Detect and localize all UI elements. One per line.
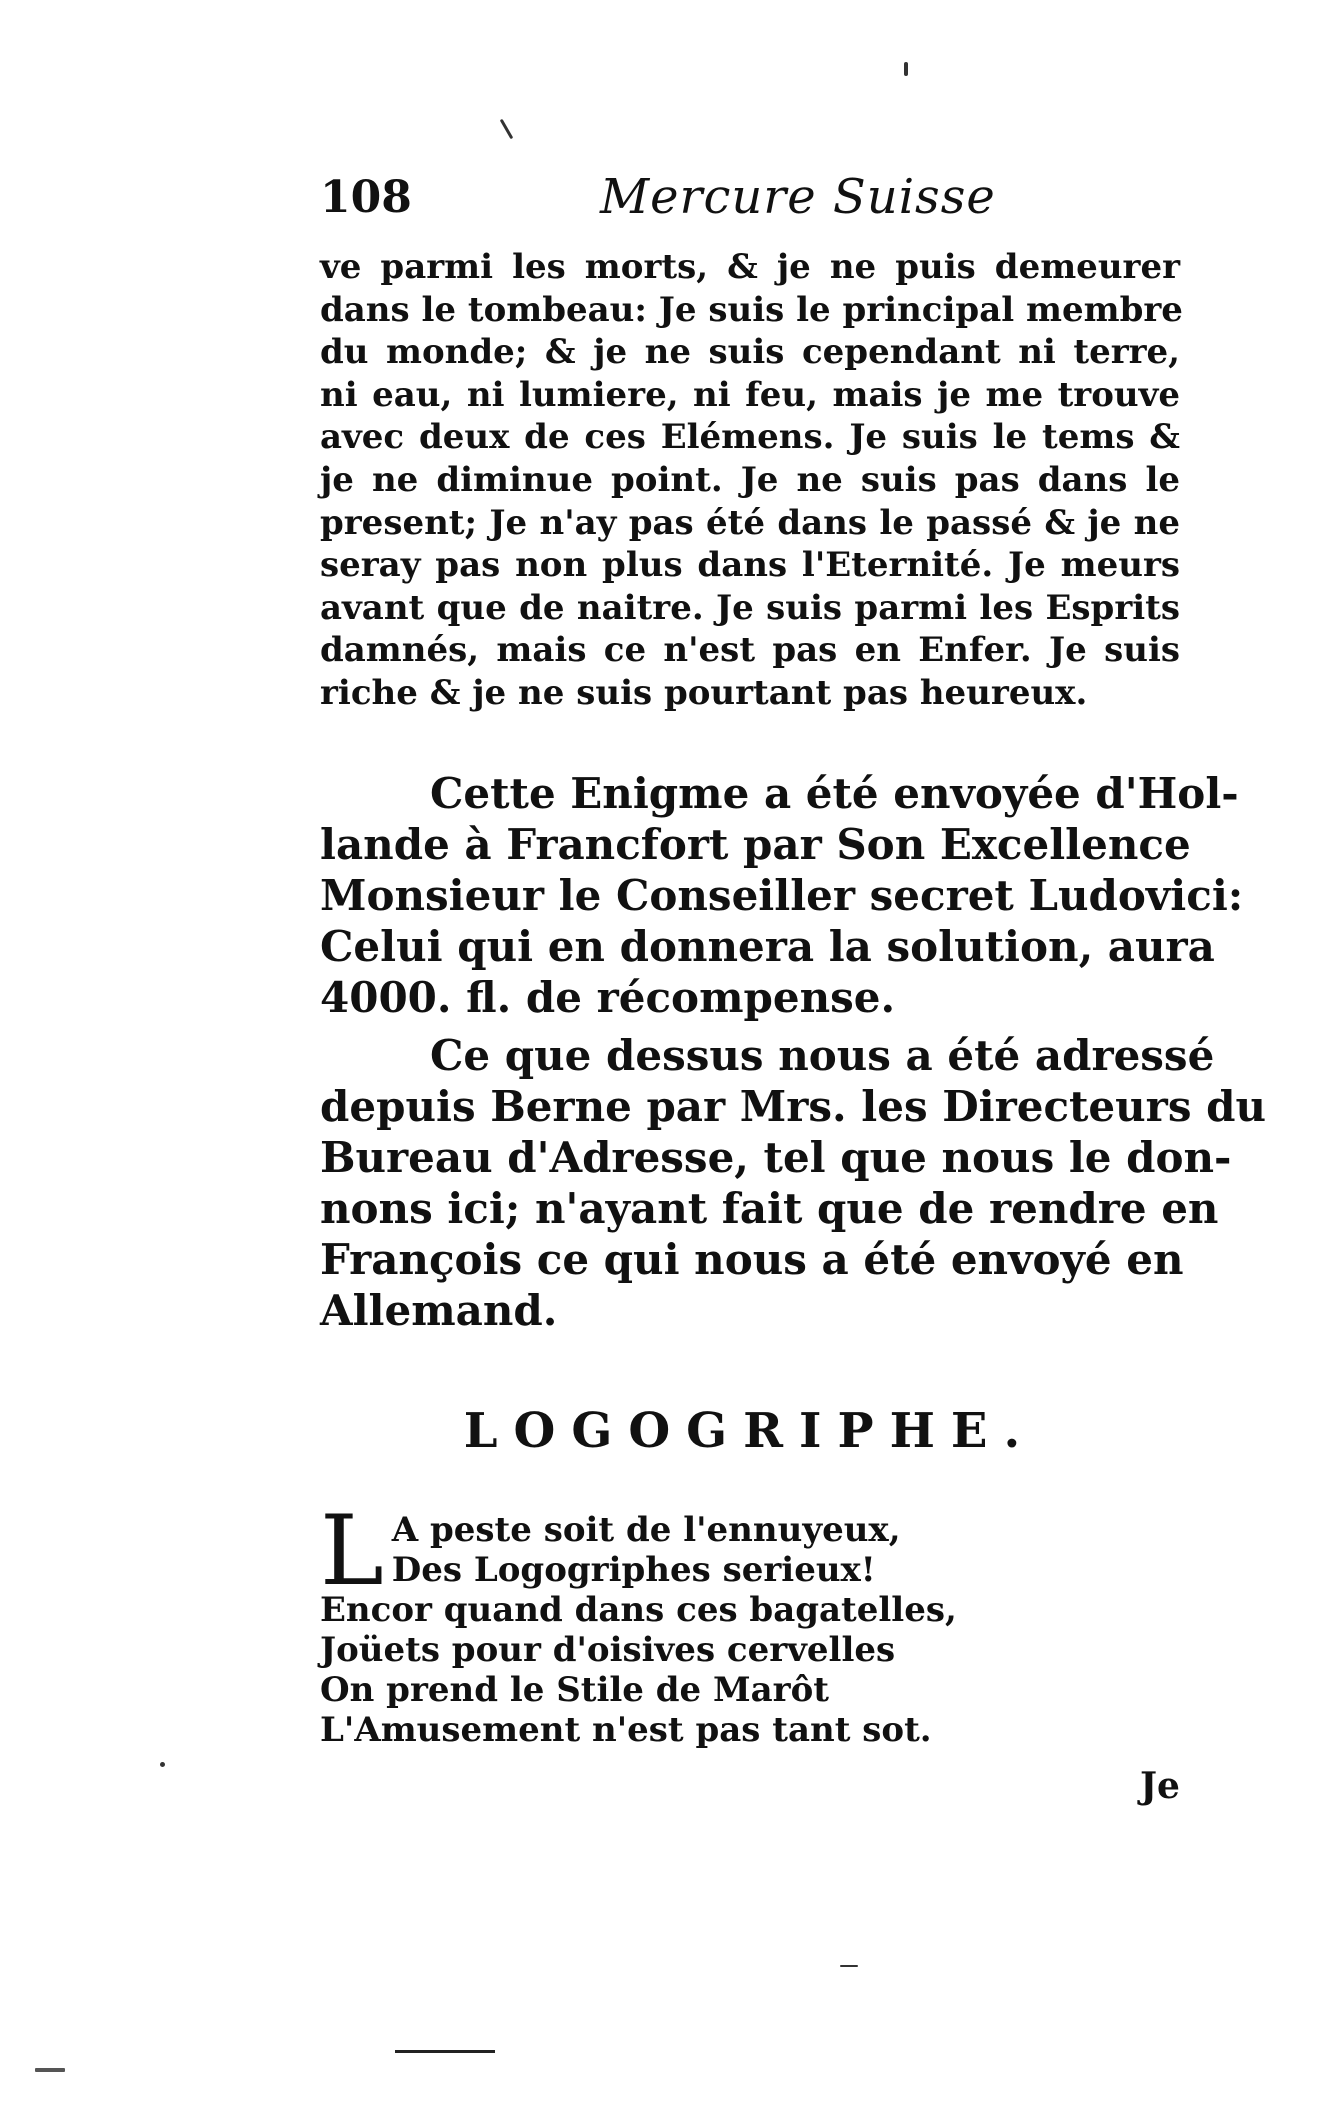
- paragraph-enigme: [320, 768, 1244, 1023]
- paragraph-line: depuis Berne par Mrs. les Directeurs du: [320, 1082, 1266, 1131]
- print-speck: [35, 2068, 65, 2072]
- paragraph-line: nons ici; n'ayant fait que de rendre en: [320, 1184, 1219, 1233]
- section-heading: LOGOGRIPHE.: [463, 1403, 1037, 1459]
- riddle-line: riche & je ne suis pourtant pas heureux.: [320, 672, 1088, 713]
- poem: [320, 1495, 1020, 1750]
- print-speck: [500, 119, 514, 140]
- riddle-text: [320, 246, 1183, 715]
- paragraph-line: Allemand.: [320, 1286, 558, 1335]
- running-head: Mercure Suisse: [600, 169, 996, 225]
- poem-line: On prend le Stile de Marôt: [320, 1670, 829, 1710]
- riddle-line: ni eau, ni lumiere, ni feu, mais je me trouve: [320, 374, 1180, 415]
- page-number: 108: [320, 172, 412, 223]
- riddle-line: damnés, mais ce n'est pas en Enfer. Je suis: [320, 630, 1180, 671]
- paragraph-berne: [320, 1030, 1266, 1336]
- paragraph-line: Celui qui en donnera la solution, aura: [320, 922, 1215, 971]
- paragraph-line: Cette Enigme a été envoyée d'Hol-: [430, 769, 1239, 818]
- print-speck: [160, 1762, 165, 1767]
- print-speck: [904, 62, 908, 76]
- riddle-line: du monde; & je ne suis cependant ni terre,: [320, 332, 1180, 373]
- riddle-line: present; Je n'ay pas été dans le passé & je ne: [320, 502, 1180, 543]
- poem-line: Joüets pour d'oisives cervelles: [320, 1630, 896, 1670]
- catchword: Je: [1140, 1765, 1180, 1807]
- riddle-line: avant que de naitre. Je suis parmi les Esprits: [320, 587, 1180, 628]
- poem-line: L'Amusement n'est pas tant sot.: [320, 1710, 932, 1750]
- drop-cap: L: [320, 1495, 384, 1607]
- paragraph-line: Ce que dessus nous a été adressé: [430, 1031, 1215, 1080]
- paragraph-line: Bureau d'Adresse, tel que nous le don-: [320, 1133, 1232, 1182]
- paragraph-line: François ce qui nous a été envoyé en: [320, 1235, 1184, 1284]
- riddle-line: seray pas non plus dans l'Eternité. Je meurs: [320, 545, 1180, 586]
- paragraph-line: Monsieur le Conseiller secret Ludovici:: [320, 871, 1244, 920]
- poem-line: Encor quand dans ces bagatelles,: [320, 1590, 957, 1630]
- page-header: [320, 169, 1190, 232]
- paragraph-line: lande à Francfort par Son Excellence: [320, 820, 1191, 869]
- paragraph-line: 4000. fl. de récompense.: [320, 973, 896, 1022]
- poem-line: Des Logogriphes serieux!: [391, 1550, 876, 1590]
- riddle-line: ve parmi les morts, & je ne puis demeurer: [320, 247, 1180, 287]
- poem-line: A peste soit de l'ennuyeux,: [391, 1510, 901, 1550]
- riddle-line: avec deux de ces Elémens. Je suis le tems &: [320, 417, 1180, 458]
- bottom-rule: [395, 2050, 495, 2053]
- riddle-line: je ne diminue point. Je ne suis pas dans le: [320, 459, 1180, 500]
- print-speck: [840, 1965, 858, 1967]
- riddle-line: dans le tombeau: Je suis le principal membre: [320, 289, 1183, 330]
